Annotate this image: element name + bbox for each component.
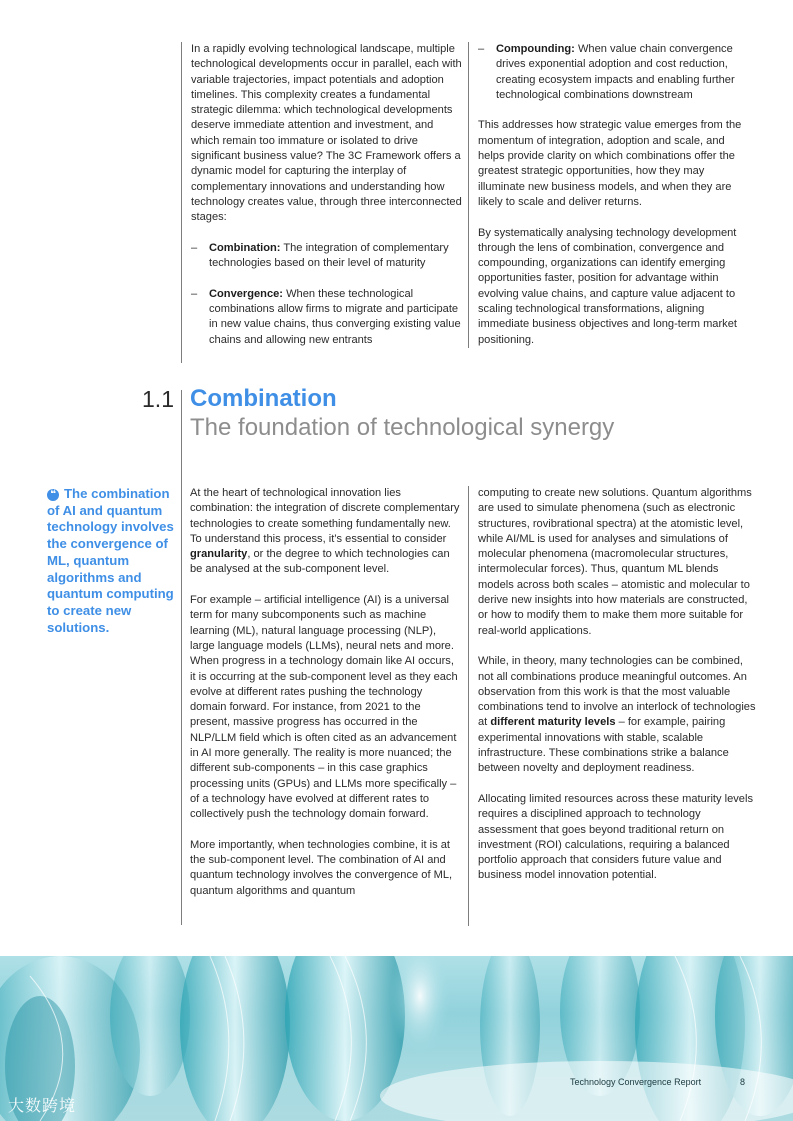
dash-bullet: – <box>191 287 198 300</box>
body-paragraph-1 <box>190 486 460 578</box>
stage-text: When these technological combinations allow firms to migrate and participate in new value chains, thus converging existing value chains and allowing new entrants <box>209 287 461 346</box>
stage-item-convergence <box>191 287 462 348</box>
pull-quote <box>47 486 177 636</box>
stage-term: Combination: <box>209 241 281 254</box>
body-text: While, in theory, many technologies can be combined, not all combinations produce meaningful outcomes. An observation from this work is that the most valuable combinations tend to involve an interlock of technologies at <box>478 655 756 729</box>
section-divider <box>181 390 182 925</box>
dash-bullet: – <box>478 43 485 55</box>
footer-report-title: Technology Convergence Report <box>570 1077 702 1087</box>
pull-quote-text: The combination of AI and quantum technology involves the convergence of ML, quantum algorithms and quantum computing to create new solutions. <box>47 486 174 635</box>
body-left-column <box>190 486 460 899</box>
body-right-column <box>468 486 756 926</box>
intro-right-column <box>468 42 748 348</box>
dash-bullet: – <box>191 241 198 254</box>
intro-left-column <box>181 42 462 363</box>
section-number: 1.1 <box>142 386 174 412</box>
intro-paragraph: In a rapidly evolving technological landscape, multiple technological developments occur in parallel, each with variable trajectories, impact potentials and adoption timelines. This complexity creates a fundamental strategic dilemma: which technological developments deserve immediate attention and investment, and which remain too immature or isolated to drive significant business value? The 3C Framework offers a dynamic model for capturing the interplay of complementary innovations and understanding how technology creates value, through three interconnected stages: <box>191 43 462 224</box>
body-text: – for example, pairing experimental innovations with stable, scalable infrastructure. These combinations strike a balance between novelty and deployment readiness. <box>478 716 729 775</box>
decorative-banner-image <box>0 956 793 1121</box>
page-number: 8 <box>740 1077 746 1087</box>
intro-right-paragraph-1: This addresses how strategic value emerges from the momentum of integration, adoption and scale, and helps provide clarity on which combinations offer the greatest strategic opportunities, how they may illuminate new business models, and when they are likely to scale and deliver returns. <box>478 119 742 208</box>
stage-text: When value chain convergence drives exponential adoption and cost reduction, creating ecosystem impacts and enabling further technological combinations downstream <box>496 43 735 101</box>
body-bold-term: granularity <box>190 548 248 561</box>
body-paragraph-6: Allocating limited resources across these maturity levels requires a disciplined approach to technology assessment that goes beyond traditional return on investment (ROI) calculations, requiring a balanced portfolio approach that considers future value and business model innovation potential. <box>478 792 753 882</box>
section-title: Combination <box>190 385 337 412</box>
stage-term: Convergence: <box>209 287 283 300</box>
watermark: 大数跨境 <box>8 1098 77 1115</box>
quote-icon: ❝ <box>47 489 59 501</box>
stages-list-continued <box>478 42 748 103</box>
section-subtitle: The foundation of technological synergy <box>190 414 615 441</box>
stage-text: The integration of complementary technologies based on their level of maturity <box>209 241 449 270</box>
body-text: , or the degree to which technologies can be analysed at the sub-component level. <box>190 548 450 576</box>
body-paragraph-3: More importantly, when technologies combine, it is at the sub-component level. The combination of AI and quantum technology involves the convergence of ML, quantum algorithms and quantum <box>190 838 453 897</box>
intro-right-paragraph-2: By systematically analysing technology development through the lens of combination, convergence and compounding, organizations can identify emerging opportunities faster, position for advantage within evolving value chains, and capture value adjacent to scaling technological transformations, aligning immediate business objectives and long-term market positioning. <box>478 226 737 346</box>
stages-list <box>191 241 462 348</box>
body-paragraph-2: For example – artificial intelligence (AI) is a universal term for many subcomponents such as machine learning (ML), natural language processing (NLP), large language models (LLMs), neural nets and more. When progress in a technology domain like AI occurs, it is occurring at the sub-component level as they each evolve at different rates pushing the technology domain forward. For instance, from 2021 to the present, massive progress has occurred in the NLP/LLM field which is often cited as an advancement in AI more generally. The reality is more nuanced; the different sub-components – in this case graphics processing units (GPUs) and LLMs more specifically – of a technology have evolved at different rates to collectively push the technology domain forward. <box>190 594 458 821</box>
abstract-glass-illustration <box>0 956 793 1121</box>
body-text: At the heart of technological innovation lies combination: the integration of discrete complementary technologies to create something fundamentally new. To understand this process, it’s essential to consider <box>190 487 460 545</box>
body-paragraph-4: computing to create new solutions. Quantum algorithms are used to simulate phenomena (such as electronic structures, rovibrational spectra) at the atomistic level, while AI/ML is used for analyses and simulations of molecular phenomena (macromolecular structures, intermolecular forces). Thus, quantum ML blends models across both scales – atomistic and molecular to derive new insights into how materials are constructed, or how to modify them to make them more suitable for real-world applications. <box>478 487 752 637</box>
stage-item-combination <box>191 241 462 272</box>
body-paragraph-5 <box>478 654 756 776</box>
stage-term: Compounding: <box>496 43 575 55</box>
body-bold-term: different maturity levels <box>490 716 616 729</box>
stage-item-compounding <box>478 42 748 103</box>
